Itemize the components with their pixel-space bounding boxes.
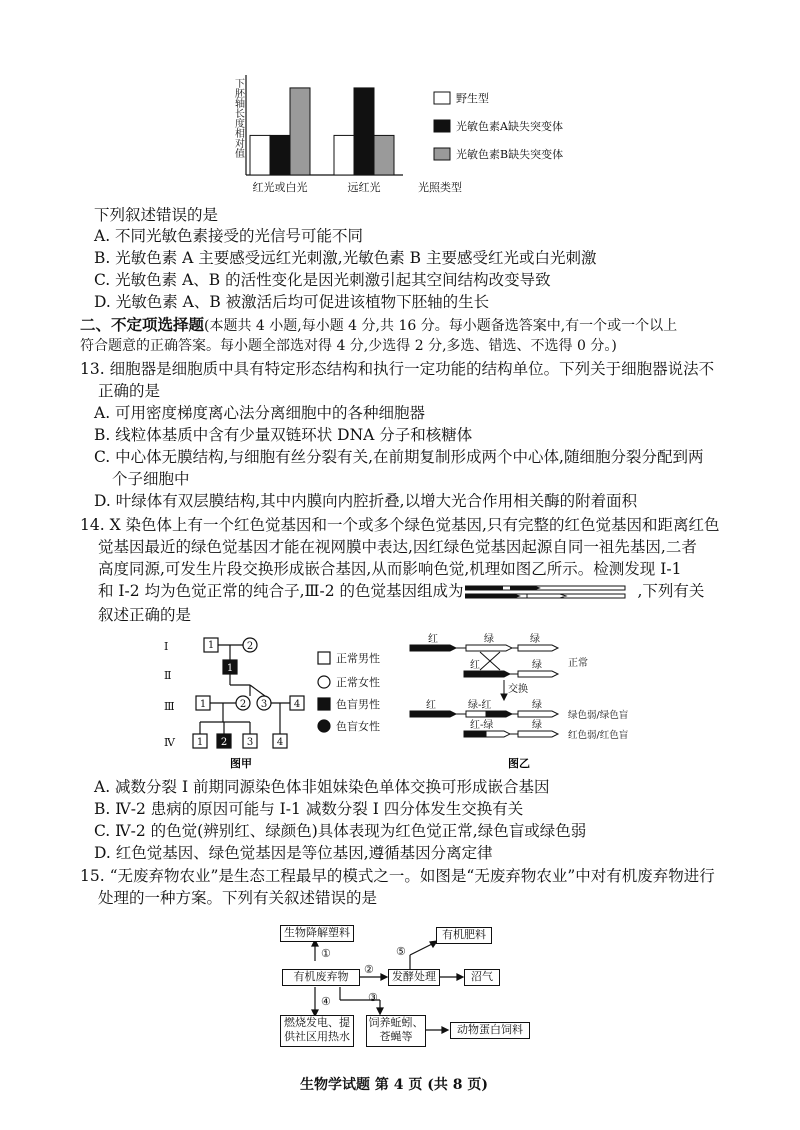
ped-iv2: 2 (220, 737, 228, 748)
box-burn (280, 1015, 354, 1047)
q13-option-c-1: C. 中心体无膜结构,与细胞有丝分裂有关,在前期复制形成两个中心体,随细胞分裂分配到两 (94, 448, 704, 466)
x-tick-label: 红光或白光 (252, 181, 308, 194)
gene-exchange-figure (408, 630, 648, 770)
ped-i1: 1 (207, 640, 215, 651)
flow-diagram (270, 915, 570, 1060)
legend-cb-male: 色盲男性 (336, 698, 380, 711)
pedigree-svg (160, 630, 400, 770)
q14-stem-3: 高度同源,可发生片段交换形成嵌合基因,从而影响色觉,机理如图乙所示。检测发现 Ⅰ-1 (98, 560, 682, 578)
box-ferment: 发酵处理 (388, 969, 440, 986)
legend-label: 野生型 (456, 92, 489, 105)
label-green-3: 绿 (532, 660, 542, 671)
label-green-4: 绿 (532, 700, 542, 711)
num-3: ③ (368, 991, 378, 1004)
fig1-caption: 图甲 (230, 757, 252, 770)
box-biogas: 沼气 (464, 969, 500, 986)
q13-option-a: A. 可用密度梯度离心法分离细胞中的各种细胞器 (94, 404, 426, 422)
bar-0-0 (250, 135, 270, 175)
ped-iv4: 4 (276, 737, 284, 748)
label-green-2: 绿 (530, 634, 540, 645)
legend-swatch (434, 120, 450, 132)
gen-label-3: Ⅲ (164, 700, 175, 713)
x-axis-label: 光照类型 (418, 181, 462, 194)
q15-stem-2: 处理的一种方案。下列有关叙述错误的是 (98, 889, 378, 907)
label-green-5: 绿 (532, 720, 542, 731)
ped-iv3: 3 (246, 737, 254, 748)
q13-stem-1: 13. 细胞器是细胞质中具有特定形态结构和执行一定功能的结构单位。下列关于细胞器说法不 (80, 360, 715, 378)
q15-stem-1: 15. “无废弃物农业”是生态工程最早的模式之一。如图是“无废弃物农业”中对有机废弃物进行 (80, 867, 715, 885)
legend-cb-female: 色盲女性 (336, 720, 380, 733)
q14-stem-4b: ,下列有关 (637, 582, 705, 600)
bar-1-0 (334, 135, 354, 175)
num-1: ① (321, 947, 331, 960)
q12-option-d: D. 光敏色素 A、B 被激活后均可促进该植物下胚轴的生长 (94, 293, 490, 311)
legend-label: 光敏色素B缺失突变体 (456, 148, 564, 161)
legend-swatch (434, 92, 450, 104)
bar-chart (228, 70, 608, 205)
num-2: ② (364, 963, 374, 976)
section2-title: 二、不定项选择题 (80, 315, 205, 334)
q14-stem-5: 叙述正确的是 (98, 606, 192, 624)
gen-label-4: Ⅳ (164, 736, 175, 749)
q14-option-d: D. 红色觉基因、绿色觉基因是等位基因,遵循基因分离定律 (94, 844, 493, 862)
y-axis-label: 下胚轴长度相对值 (232, 78, 244, 158)
label-result-1: 绿色弱/绿色盲 (568, 710, 629, 721)
page-footer: 生物学试题 第 4 页 (共 8 页) (300, 1077, 488, 1093)
bar-1-2 (374, 135, 394, 175)
ped-iii2: 2 (239, 699, 247, 710)
box-burn-line1: 燃烧发电、提 (284, 1016, 350, 1029)
ped-i2: 2 (246, 641, 254, 652)
legend-normal-female: 正常女性 (336, 676, 380, 689)
q13-option-c-2: 个子细胞中 (112, 470, 190, 488)
q12-stem: 下列叙述错误的是 (94, 206, 219, 224)
box-plastic: 生物降解塑料 (280, 925, 354, 942)
q14-option-c: C. Ⅳ-2 的色觉(辨别红、绿颜色)具体表现为红色觉正常,绿色盲或绿色弱 (94, 822, 587, 840)
q14-option-a: A. 减数分裂 Ⅰ 前期同源染色体非姐妹染色单体交换可形成嵌合基因 (94, 778, 550, 796)
box-protein: 动物蛋白饲料 (450, 1022, 530, 1039)
box-feed (366, 1015, 426, 1047)
box-feed-line2: 苍蝇等 (379, 1030, 413, 1043)
label-red-3: 红 (426, 700, 436, 711)
box-feed-line1: 饲养蚯蚓、 (368, 1016, 424, 1029)
bar-0-1 (270, 135, 290, 175)
q13-stem-2: 正确的是 (98, 382, 161, 400)
gen-label-1: Ⅰ (164, 640, 169, 653)
q14-option-b: B. Ⅳ-2 患病的原因可能与 Ⅰ-1 减数分裂 Ⅰ 四分体发生交换有关 (94, 800, 524, 818)
section2-desc1: (本题共 4 小题,每小题 4 分,共 16 分。每小题备选答案中,有一个或一个以上 (204, 318, 678, 334)
q14-stem-4 (98, 581, 704, 601)
q13-option-b: B. 线粒体基质中含有少量双链环状 DNA 分子和核糖体 (94, 426, 473, 444)
label-result-2: 红色弱/红色盲 (568, 730, 629, 741)
label-red-2: 红 (470, 660, 480, 671)
pedigree-figure (160, 630, 400, 770)
q12-option-a: A. 不同光敏色素接受的光信号可能不同 (94, 227, 364, 245)
bar-chart-svg (228, 70, 608, 205)
fig2-caption: 图乙 (508, 757, 530, 770)
section2-desc2: 符合题意的正确答案。每小题全部选对得 4 分,少选得 2 分,多选、错选、不选得 0 分。) (80, 338, 617, 354)
q12-option-c: C. 光敏色素 A、B 的活性变化是因光刺激引起其空间结构改变导致 (94, 271, 551, 289)
box-fertilizer: 有机肥料 (436, 927, 492, 944)
num-5: ⑤ (396, 945, 406, 958)
legend-normal-male: 正常男性 (336, 652, 380, 665)
label-red-1: 红 (428, 634, 438, 645)
label-green-1: 绿 (484, 634, 494, 645)
bar-1-1 (354, 88, 374, 175)
label-normal: 正常 (568, 658, 588, 669)
num-4: ④ (321, 995, 331, 1008)
gene-exchange-svg (408, 630, 648, 770)
label-red-green: 红-绿 (470, 720, 494, 731)
label-exchange: 交换 (508, 684, 528, 695)
gen-label-2: Ⅱ (164, 669, 172, 682)
q12-option-b: B. 光敏色素 A 主要感受远红光刺激,光敏色素 B 主要感受红光或白光刺激 (94, 249, 597, 267)
legend-swatch (434, 148, 450, 160)
q14-stem-2: 觉基因最近的绿色觉基因才能在视网膜中表达,因红绿色觉基因起源自同一祖先基因,二者 (98, 538, 697, 556)
q13-option-d: D. 叶绿体有双层膜结构,其中内膜向内腔折叠,以增大光合作用相关酶的附着面积 (94, 492, 638, 510)
ped-iii4: 4 (293, 699, 301, 710)
q14-stem-1: 14. X 染色体上有一个红色觉基因和一个或多个绿色觉基因,只有完整的红色觉基因和距离红色 (80, 516, 720, 534)
ped-iii1: 1 (199, 699, 207, 710)
box-waste: 有机废弃物 (282, 969, 360, 986)
x-tick-label: 远红光 (347, 181, 381, 194)
section2-header (80, 315, 677, 336)
ped-iii3: 3 (260, 699, 268, 710)
ped-iv1: 1 (196, 737, 204, 748)
q14-stem-4a: 和 Ⅰ-2 均为色觉正常的纯合子,Ⅲ-2 的色觉基因组成为 (98, 582, 464, 600)
legend-label: 光敏色素A缺失突变体 (456, 120, 563, 133)
box-burn-line2: 供社区用热水 (284, 1030, 350, 1043)
bar-0-2 (290, 88, 310, 175)
gene-composition-icon (465, 584, 635, 600)
ped-ii1: 1 (226, 663, 234, 674)
label-green-red: 绿-红 (468, 700, 492, 711)
